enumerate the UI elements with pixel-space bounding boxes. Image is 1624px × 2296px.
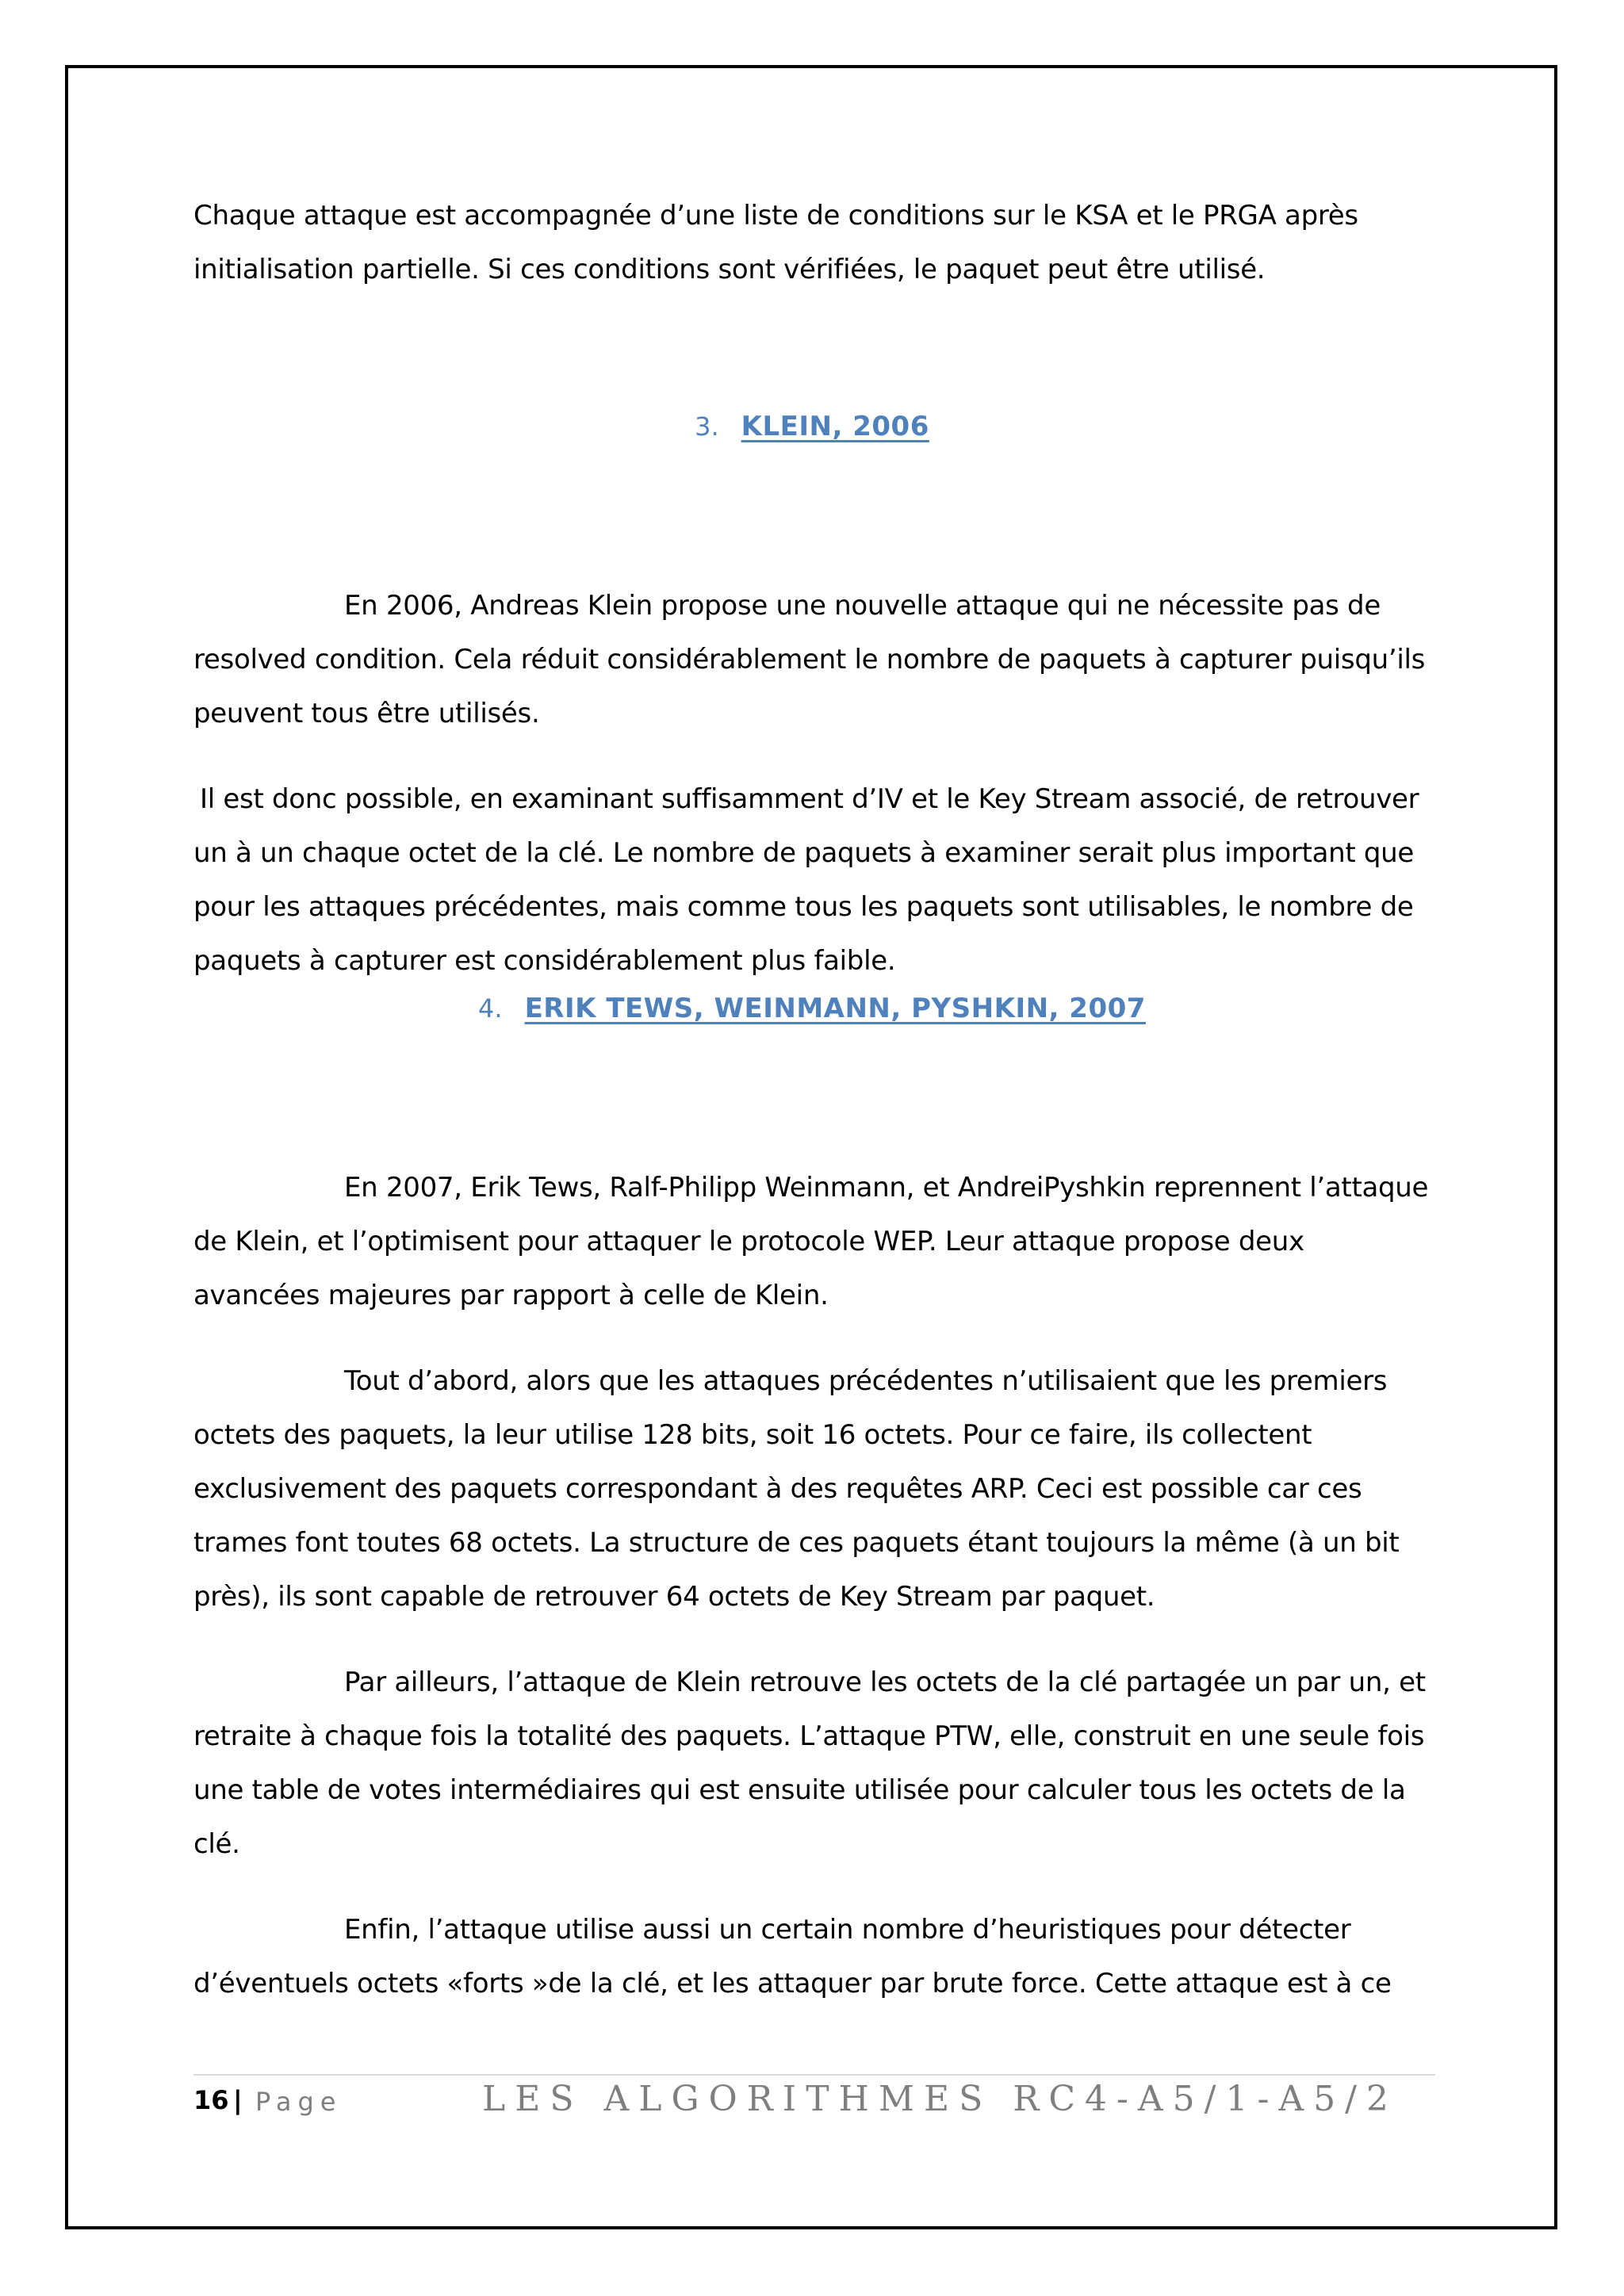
section-number: 4. [478,993,503,1024]
section-heading-klein [193,411,1431,442]
paragraph-ptw-arp: Tout d’abord, alors que les attaques précédentes n’utilisaient que les premiers octets des paquets, la leur utilise 128 bits, soit 16 octets. Pour ce faire, ils collectent exclusivement des paquets correspondant à des requêtes ARP. Ceci est possible car ces trames font toutes 68 octets. La structure de ces paquets étant toujours la même (à un bit près), ils sont capable de retrouver 64 octets de Key Stream par paquet. [193,1365,1400,1613]
section-number: 3. [695,411,719,442]
footer-divider [193,2074,1435,2076]
footer-separator: | [233,2085,243,2115]
section-title: ERIK TEWS, WEINMANN, PYSHKIN, 2007 [524,993,1146,1024]
page-number: 16 [193,2085,229,2115]
section-title: KLEIN, 2006 [741,411,929,442]
paragraph-ptw-votes: Par ailleurs, l’attaque de Klein retrouve les octets de la clé partagée un par un, et retraite à chaque fois la totalité des paquets. L’attaque PTW, elle, construit en une seule fois une table de votes intermédiaires qui est ensuite utilisée pour calculer tous les octets de la clé. [193,1667,1426,1860]
paragraph-ptw-heuristics: Enfin, l’attaque utilise aussi un certain nombre d’heuristiques pour détecter d’éventuels octets «forts »de la clé, et les attaquer par brute force. Cette attaque est à ce [193,1914,1392,1999]
document-body [193,189,1431,2011]
section-heading-ptw [193,993,1431,1024]
paragraph-klein-2006: En 2006, Andreas Klein propose une nouvelle attaque qui ne nécessite pas de resolved condition. Cela réduit considérablement le nombre de paquets à capturer puisqu’ils peuvent tous être utilisés. [193,590,1426,729]
paragraph-ksa-prga-conditions: Chaque attaque est accompagnée d’une liste de conditions sur le KSA et le PRGA après initialisation partielle. Si ces conditions sont vérifiées, le paquet peut être utilisé. [193,200,1358,285]
paragraph-klein-key-stream: Il est donc possible, en examinant suffisamment d’IV et le Key Stream associé, de retrouver un à un chaque octet de la clé. Le nombre de paquets à examiner serait plus important que pour les attaques précédentes, mais comme tous les paquets sont utilisables, le nombre de paquets à capturer est considérablement plus faible. [193,783,1419,977]
page-footer [193,2079,1435,2126]
paragraph-ptw-2007: En 2007, Erik Tews, Ralf-Philipp Weinmann, et AndreiPyshkin reprennent l’attaque de Klein, et l’optimisent pour attaquer le protocole WEP. Leur attaque propose deux avancées majeures par rapport à celle de Klein. [193,1172,1429,1311]
page-label: Page [255,2087,343,2117]
document-title: LES ALGORITHMES RC4-A5/1-A5/2 [482,2079,1398,2119]
